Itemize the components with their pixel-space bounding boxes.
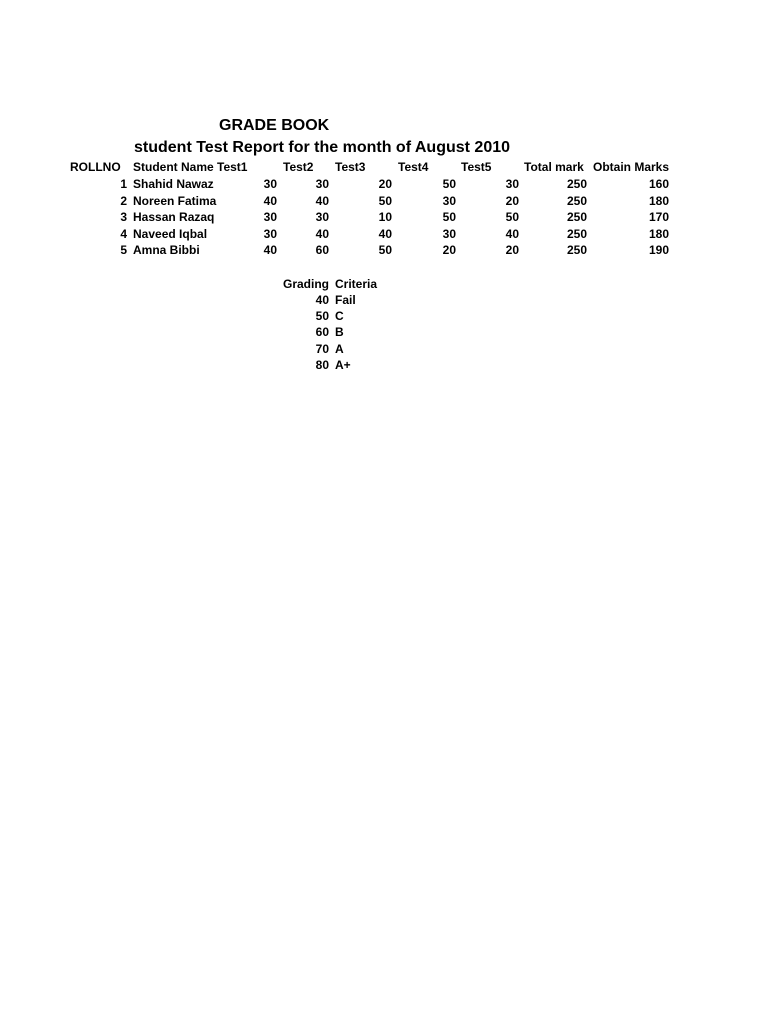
header-test3: Test3 <box>335 160 366 174</box>
cell-test1: 40 <box>263 243 277 257</box>
cell-total-mark: 250 <box>566 210 587 224</box>
grading-grade: A+ <box>335 357 351 372</box>
cell-test3: 40 <box>378 226 392 241</box>
cell-total-mark: 250 <box>566 226 587 241</box>
cell-total-mark: 250 <box>566 177 587 191</box>
grading-grade: C <box>335 309 344 324</box>
cell-obtain-marks: 170 <box>648 210 669 224</box>
header-test5: Test5 <box>461 160 492 174</box>
cell-test5: 20 <box>505 243 519 257</box>
grading-score: 40 <box>315 293 329 307</box>
cell-student-name: Noreen Fatima <box>133 193 217 208</box>
cell-test4: 30 <box>442 193 456 208</box>
cell-rollno: 1 <box>120 177 127 191</box>
cell-test2: 30 <box>315 177 329 191</box>
grading-label: Grading <box>283 277 330 291</box>
cell-student-name: Shahid Nawaz <box>133 177 214 191</box>
cell-test5: 50 <box>505 210 519 224</box>
cell-rollno: 2 <box>120 193 127 208</box>
cell-test2: 60 <box>315 243 329 257</box>
cell-test3: 20 <box>378 177 392 191</box>
header-student-name: Student Name <box>133 160 214 174</box>
cell-test1: 30 <box>263 210 277 224</box>
cell-rollno: 3 <box>120 210 127 224</box>
cell-rollno: 5 <box>120 243 127 257</box>
grading-grade: B <box>335 325 344 340</box>
cell-test4: 50 <box>442 177 456 191</box>
cell-test4: 50 <box>442 210 456 224</box>
cell-test5: 30 <box>505 177 519 191</box>
cell-test5: 40 <box>505 226 519 241</box>
grading-grade: Fail <box>335 293 356 307</box>
header-test4: Test4 <box>398 160 429 174</box>
cell-test3: 50 <box>378 243 392 257</box>
header-obtain-marks: Obtain Marks <box>593 160 670 174</box>
cell-obtain-marks: 160 <box>648 177 669 191</box>
cell-test2: 30 <box>315 210 329 224</box>
grading-score: 80 <box>315 357 329 372</box>
header-total-mark: Total mark <box>524 160 584 174</box>
cell-test5: 20 <box>505 193 519 208</box>
cell-test4: 20 <box>442 243 456 257</box>
cell-rollno: 4 <box>120 226 127 241</box>
cell-obtain-marks: 180 <box>648 226 669 241</box>
cell-student-name: Hassan Razaq <box>133 210 215 224</box>
cell-test2: 40 <box>315 226 329 241</box>
grading-score: 60 <box>315 325 329 340</box>
cell-test2: 40 <box>315 193 329 208</box>
cell-total-mark: 250 <box>566 193 587 208</box>
cell-student-name: Amna Bibbi <box>133 243 200 257</box>
grading-grade: A <box>335 341 344 356</box>
cell-test1: 40 <box>263 193 277 208</box>
cell-obtain-marks: 180 <box>648 193 669 208</box>
report-subtitle: student Test Report for the month of August 2010 <box>134 139 511 156</box>
header-rollno: ROLLNO <box>70 160 121 174</box>
cell-total-mark: 250 <box>566 243 587 257</box>
criteria-label: Criteria <box>335 277 378 291</box>
cell-test1: 30 <box>263 226 277 241</box>
grading-score: 50 <box>315 309 329 324</box>
header-test2: Test2 <box>283 160 314 174</box>
header-test1: Test1 <box>217 160 248 174</box>
cell-test4: 30 <box>442 226 456 241</box>
cell-test1: 30 <box>263 177 277 191</box>
report-title: GRADE BOOK <box>219 117 330 134</box>
cell-test3: 50 <box>378 193 392 208</box>
grading-score: 70 <box>315 341 329 356</box>
cell-student-name: Naveed Iqbal <box>133 226 208 241</box>
cell-test3: 10 <box>378 210 392 224</box>
cell-obtain-marks: 190 <box>648 243 669 257</box>
